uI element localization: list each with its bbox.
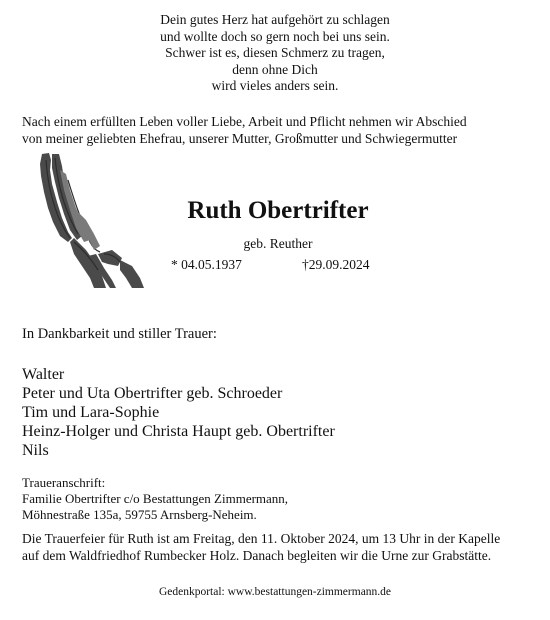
poem-line: und wollte doch so gern noch bei uns sein. [160,28,390,44]
mourner-name: Nils [22,442,49,459]
address-line: Möhnestraße 135a, 59755 Arnsberg-Neheim. [22,507,257,522]
memorial-portal-link[interactable]: Gedenkportal: www.bestattungen-zimmermann.de [158,586,392,598]
farewell-intro [22,114,532,147]
mourner-name: Tim und Lara-Sophie [22,404,160,421]
ceremony-line: Die Trauerfeier für Ruth ist am Freitag, den 11. Oktober 2024, um 13 Uhr in der Kapelle [22,531,501,546]
mourners-list [22,365,335,460]
poem [0,12,550,95]
address-line: Familie Obertrifter c/o Bestattungen Zimmermann, [22,491,289,506]
mourner-name: Heinz-Holger und Christa Haupt geb. Obertrifter [22,423,335,440]
address-line: Traueranschrift: [22,475,106,490]
mourners-intro: In Dankbarkeit und stiller Trauer: [22,326,217,342]
poem-line: Dein gutes Herz hat aufgehört zu schlagen [160,12,390,27]
mourner-name: Walter [22,366,65,383]
birth-date: * 04.05.1937 [171,257,242,272]
intro-line: von meiner geliebten Ehefrau, unserer Mutter, Großmutter und Schwiegermutter [22,130,458,146]
intro-line: Nach einem erfüllten Leben voller Liebe, Arbeit und Pflicht nehmen wir Abschied [22,114,467,129]
mourner-name: Peter und Uta Obertrifter geb. Schroeder [22,385,283,402]
mourning-address [22,475,288,523]
poem-line: Schwer ist es, diesen Schmerz zu tragen, [165,45,385,60]
poem-line: denn ohne Dich [232,61,318,77]
birth-name: geb. Reuther [243,236,313,251]
poem-line: wird vieles anders sein. [211,78,339,93]
funeral-ceremony-notice [22,531,544,564]
ceremony-line: auf dem Waldfriedhof Rumbecker Holz. Danach begleiten wir die Urne zur Grabstätte. [22,547,492,563]
deceased-name: Ruth Obertrifter [187,197,369,224]
death-date: †29.09.2024 [302,257,370,272]
